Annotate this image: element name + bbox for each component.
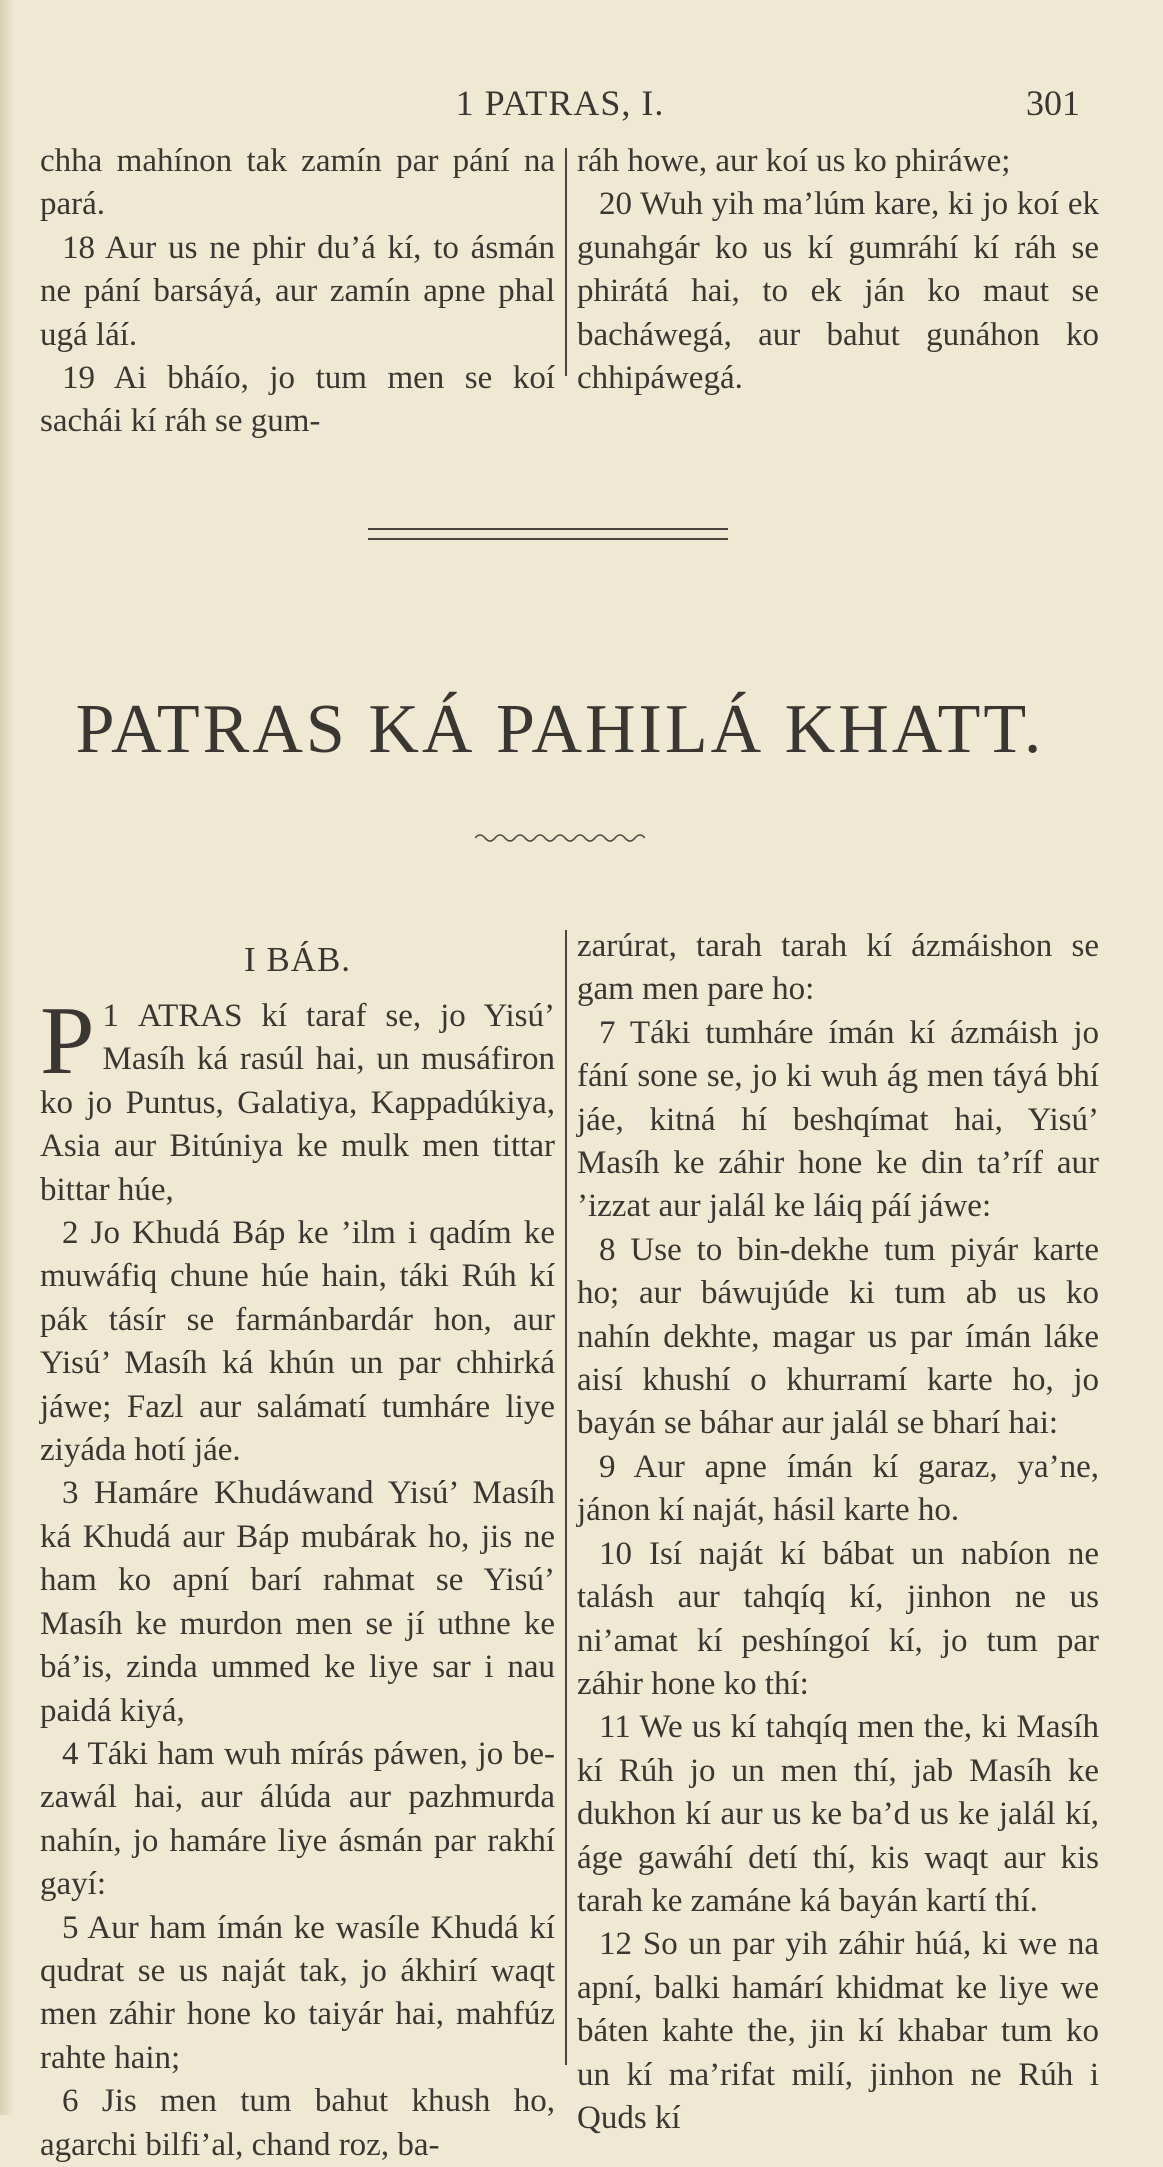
verse-1 [40,987,555,1212]
page-edge-shadow [0,0,14,2115]
running-title: 1 PATRAS, I. [455,83,665,123]
running-head [40,82,1080,126]
paragraph: zarúrat, tarah tarah kí ázmáishon se gam men pare ho: [577,928,1099,1008]
section-double-rule [368,528,728,540]
wavy-ornament [475,830,645,846]
verse-6: 6 Jis men tum bahut khush ho, agarchi bilfi’al, chand roz, ba- [40,2083,555,2163]
chapter-heading: I BÁB. [243,940,352,979]
verse-19: 19 Ai bháío, jo tum men se koí sachái kí ráh se gum- [40,360,555,440]
column-divider [565,148,567,376]
top-left-column [40,140,555,444]
verse-8: 8 Use to bin-dekhe tum piyár karte ho; aur báwujúde ki tum ab us ko nahín dekhte, magar us par ímán láke aisí khushí o khurramí karte ho, jo bayán se báhar aur jalál se bharí hai: [577,1231,1099,1442]
verse-number: 1 [102,998,120,1034]
verse-3: 3 Hamáre Khudáwand Yisú’ Masíh ká Khudá aur Báp mubárak ho, jis ne ham ko apní barí rahmat se Yisú’ Masíh ke murdon men se jí uthne ke bá’is, zinda ummed ke liye sar i nau paidá kiyá, [40,1475,555,1729]
verse-4: 4 Táki ham wuh mírás páwen, jo be-zawál hai, aur álúda aur pazhmurda nahín, jo hamáre liye ásmán par rakhí gayí: [40,1735,555,1903]
verse-20: 20 Wuh yih ma’lúm kare, ki jo koí ek gunahgár ko us kí gumráhí kí ráh se phirátá hai, to ek ján ko maut se bacháwegá, aur bahut gunáhon ko chhipáwegá. [577,186,1099,397]
page-number: 301 [1026,83,1080,123]
bottom-left-column [40,987,555,2167]
paragraph: chha mahínon tak zamín par pání na pará. [40,143,555,223]
verse-10: 10 Isí naját kí bábat un nabíon ne talásh aur tahqíq kí, jinhon ne us ni’amat kí peshíngoí kí, jo tum par záhir hone ko thí: [577,1535,1099,1702]
bottom-right-column [577,925,1099,2140]
verse-text: ATRAS kí taraf se, jo Yisú’ Masíh ká rasúl hai, un musáfiron ko jo Puntus, Galatiya, Kappadúkiya, Asia aur Bitúniya ke mulk men tittar bittar húe, [40,998,555,1208]
top-right-column [577,140,1099,400]
verse-7: 7 Táki tumháre ímán kí ázmáish jo fání sone se, jo ki wuh ág men táyá bhí jáe, kitná hí beshqímat hai, Yisú’ Masíh ke záhir hone ke din ta’ríf aur ’izzat aur jalál ke láiq páí jáwe: [577,1014,1099,1225]
verse-11: 11 We us kí tahqíq men the, ki Masíh kí Rúh jo un men thí, jab Masíh ke dukhon kí aur us ke ba’d us ke jalál kí, áge gawáhí detí thí, kis waqt aur kis tarah ke zamáne ká bayán kartí thí. [577,1709,1099,1919]
drop-cap: P [40,987,95,1095]
paragraph: ráh howe, aur koí us ko phiráwe; [577,143,1011,179]
verse-9: 9 Aur apne ímán kí garaz, ya’ne, jánon kí naját, hásil karte ho. [577,1448,1099,1529]
book-title: PATRAS KÁ PAHILÁ KHATT. [75,691,1045,768]
verse-5: 5 Aur ham ímán ke wasíle Khudá kí qudrat se us naját tak, jo ákhirí waqt men záhir hone ko taiyár hai, mahfúz rahte hain; [40,1909,555,2076]
verse-18: 18 Aur us ne phir du’á kí, to ásmán ne pání barsáyá, aur zamín apne phal ugá láí. [40,229,555,353]
verse-2: 2 Jo Khudá Báp ke ’ilm i qadím ke muwáfiq chune húe hain, táki Rúh kí pák tásír se farmánbardár hon, aur Yisú’ Masíh ká khún un par chhirká jáwe; Fazl aur salámatí tumháre liye ziyáda hotí jáe. [40,1215,555,1469]
verse-12: 12 So un par yih záhir húá, ki we na apní, balki hamárí khidmat ke liye we báten kahte the, jin kí khabar tum ko un kí ma’rifat milí, jinhon ne Rúh i Quds kí [577,1926,1099,2136]
column-divider [565,930,567,2065]
